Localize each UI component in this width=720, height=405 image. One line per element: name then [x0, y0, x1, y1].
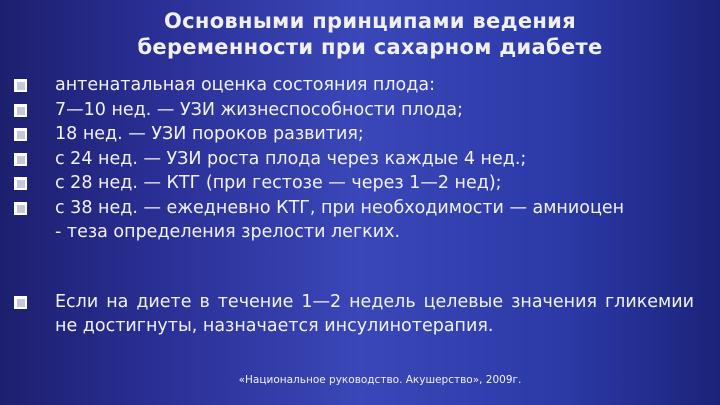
square-bullet-icon — [14, 296, 27, 309]
bullet-item-antenatal — [14, 73, 704, 98]
slide-title-line-2: беременности при сахарном диабете — [137, 35, 603, 59]
bullet-item-38-weeks — [14, 196, 704, 245]
slide-title — [60, 8, 680, 60]
square-bullet-icon — [14, 128, 27, 141]
bullet-list — [14, 73, 704, 245]
square-bullet-icon — [14, 79, 27, 92]
square-bullet-icon — [14, 202, 27, 215]
bullet-item-18-weeks — [14, 122, 704, 147]
bullet-text: Если на диете в течение 1—2 недель целевые значения гликемии не достигнуты, назначается инсулинотерапия. — [55, 292, 694, 336]
slide-title-line-1: Основными принципами ведения — [164, 9, 576, 33]
bullet-item-insulin-therapy — [14, 290, 694, 338]
square-bullet-icon — [14, 104, 27, 117]
bullet-text: антенатальная оценка состояния плода: — [55, 75, 435, 95]
bullet-text: 18 нед. — УЗИ пороков развития; — [55, 124, 364, 144]
bullet-text: 7—10 нед. — УЗИ жизнеспособности плода; — [55, 99, 463, 120]
square-bullet-icon — [14, 177, 27, 190]
final-bullet-list — [14, 290, 694, 338]
bullet-text: с 28 нед. — КТГ (при гестозе — через 1—2 нед); — [55, 173, 502, 193]
bullet-item-28-weeks — [14, 171, 704, 196]
square-bullet-icon — [14, 153, 27, 166]
bullet-text: с 24 нед. — УЗИ роста плода через каждые 4 нед.; — [55, 148, 527, 169]
bullet-item-24-weeks — [14, 147, 704, 172]
source-citation: «Национальное руководство. Акушерство», 2009г. — [238, 374, 522, 386]
bullet-item-7-10-weeks — [14, 98, 704, 123]
bullet-text: с 38 нед. — ежедневно КТГ, при необходимости — амниоцен - теза определения зрелости легких. — [55, 197, 625, 242]
